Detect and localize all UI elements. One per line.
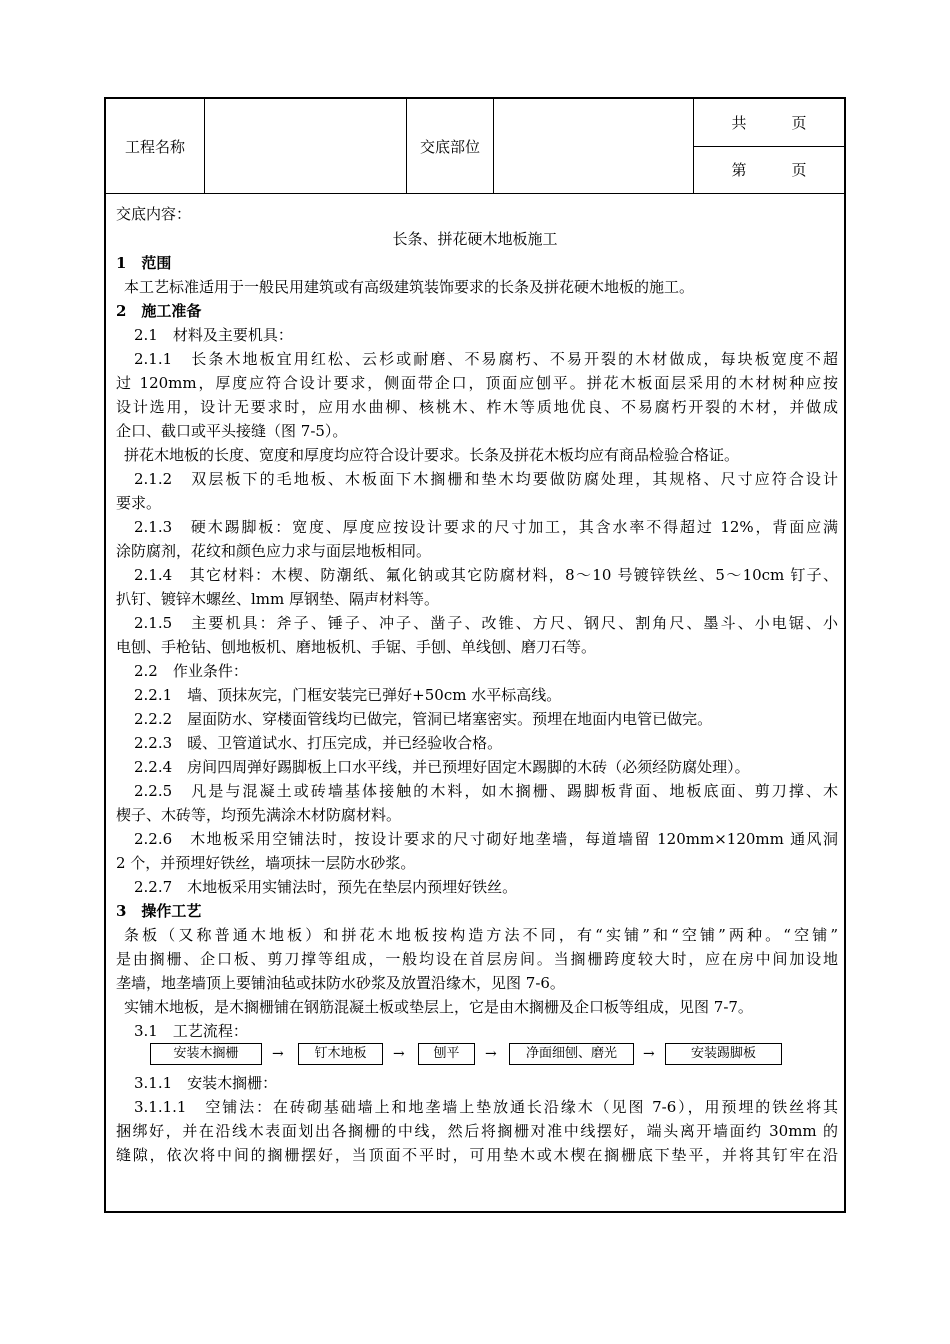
paragraph-line: 过 120mm，厚度应符合设计要求，侧面带企口，顶面应刨平。拼花木板面层采用的木材树种应按 xyxy=(116,374,838,392)
paragraph-line: 缝隙，依次将中间的搁栅摆好，当顶面不平时，可用垫木或木楔在搁栅底下垫平，并将其钉牢在沿 xyxy=(116,1146,838,1164)
flow-step: 刨平 xyxy=(418,1043,475,1065)
intro-label: 交底内容： xyxy=(116,205,192,223)
flow-arrow-icon: → xyxy=(643,1046,655,1062)
paragraph-line: 2.1.5 主要机具：斧子、锤子、冲子、凿子、改锥、方尺、钢尺、割角尺、墨斗、小电锯、小 xyxy=(134,614,838,632)
flow-step: 安装木搁栅 xyxy=(150,1043,262,1065)
project-name-label: 工程名称 xyxy=(106,99,205,193)
flow-arrow-icon: → xyxy=(485,1046,497,1062)
paragraph-line: 2.2.3 暖、卫管道试水、打压完成，并已经验收合格。 xyxy=(134,734,503,752)
paragraph-line: 设计选用，设计无要求时，应用水曲柳、核桃木、柞木等质地优良、不易腐朽开裂的木材，并做成 xyxy=(116,398,838,416)
paragraph-line: 电刨、手枪钻、刨地板机、磨地板机、手锯、手刨、单线刨、磨刀石等。 xyxy=(116,638,597,656)
flow-arrow-icon: → xyxy=(393,1046,405,1062)
paragraph-line: 2.1.1 长条木地板宜用红松、云杉或耐磨、不易腐朽、不易开裂的木材做成，每块板宽度不超 xyxy=(134,350,838,368)
header-table xyxy=(106,99,844,193)
paragraph-line: 2.2.6 木地板采用空铺法时，按设计要求的尺寸砌好地垄墙，每道墙留 120mm×120mm 通风洞 xyxy=(134,830,838,848)
flow-step: 钉木地板 xyxy=(298,1043,383,1065)
paragraph-line: 是由搁栅、企口板、剪刀撑等组成，一般均设在首层房间。当搁栅跨度较大时，应在房中间加设地 xyxy=(116,950,838,968)
paragraph-line: 捆绑好，并在沿线木表面划出各搁栅的中线，然后将搁栅对准中线摆好，端头离开墙面约 30mm 的 xyxy=(116,1122,838,1140)
paragraph-line: 2.1.2 双层板下的毛地板、木板面下木搁栅和垫木均要做防腐处理，其规格、尺寸应符合设计 xyxy=(134,470,838,488)
subsection-heading: 2.2 作业条件： xyxy=(134,662,248,680)
document-title: 长条、拼花硬木地板施工 xyxy=(392,230,558,248)
paragraph-line: 涂防腐剂，花纹和颜色应力求与面层地板相同。 xyxy=(116,542,432,560)
paragraph-line: 2.1.3 硬木踢脚板：宽度、厚度应按设计要求的尺寸加工，其含水率不得超过 12%，背面应满 xyxy=(134,518,838,536)
section-heading: 1 范围 xyxy=(116,254,172,272)
handover-part-label: 交底部位 xyxy=(407,99,494,193)
paragraph-line: 3.1.1.1 空铺法：在砖砌基础墙上和地垄墙上垫放通长沿缘木（见图 7-6），用预埋的铁丝将其 xyxy=(134,1098,838,1116)
page-number-label: 第 页 xyxy=(731,161,807,179)
handover-part-value[interactable] xyxy=(494,99,694,193)
paragraph-line: 实铺木地板，是木搁栅铺在钢筋混凝土板或垫层上，它是由木搁栅及企口板等组成，见图 7-7。 xyxy=(124,998,753,1016)
paragraph-line: 企口、截口或平头接缝（图 7-5）。 xyxy=(116,422,348,440)
subsection-heading: 2.1 材料及主要机具： xyxy=(134,326,293,344)
process-flow xyxy=(106,1043,844,1069)
paragraph-line: 拼花木地板的长度、宽度和厚度均应符合设计要求。长条及拼花木板均应有商品检验合格证。 xyxy=(124,446,740,464)
paragraph-line: 垄墙，地垄墙顶上要铺油毡或抹防水砂浆及放置沿缘木，见图 7-6。 xyxy=(116,974,565,992)
content-area xyxy=(106,193,844,1211)
paragraph-line: 2.2.4 房间四周弹好踢脚板上口水平线，并已预埋好固定木踢脚的木砖（必须经防腐处理）。 xyxy=(134,758,750,776)
paragraph-line: 扒钉、镀锌木螺丝、lmm 厚钢垫、隔声材料等。 xyxy=(116,590,440,608)
paragraph-line: 2.2.7 木地板采用实铺法时，预先在垫层内预埋好铁丝。 xyxy=(134,878,518,896)
paragraph-line: 楔子、木砖等，均预先满涂木材防腐材料。 xyxy=(116,806,402,824)
paragraph-line: 2.2.5 凡是与混凝土或砖墙基体接触的木料，如木搁栅、踢脚板背面、地板底面、剪刀撑、木 xyxy=(134,782,838,800)
section-heading: 2 施工准备 xyxy=(116,302,202,320)
paragraph-line: 本工艺标准适用于一般民用建筑或有高级建筑装饰要求的长条及拼花硬木地板的施工。 xyxy=(124,278,695,296)
section-heading: 3 操作工艺 xyxy=(116,902,202,920)
paragraph-line: 2.1.4 其它材料：木楔、防潮纸、氟化钠或其它防腐材料，8～10 号镀锌铁丝、5～10cm 钉子、 xyxy=(134,566,838,584)
flow-arrow-icon: → xyxy=(272,1046,284,1062)
project-name-value[interactable] xyxy=(205,99,407,193)
flow-step: 安装踢脚板 xyxy=(665,1043,782,1065)
subsection-heading: 3.1.1 安装木搁栅： xyxy=(134,1074,278,1092)
flow-step: 净面细刨、磨光 xyxy=(509,1043,634,1065)
handover-sheet xyxy=(104,97,846,1213)
paragraph-line: 2.2.2 屋面防水、穿楼面管线均已做完，管洞已堵塞密实。预埋在地面内电管已做完。 xyxy=(134,710,713,728)
paragraph-line: 2 个，并预埋好铁丝，墙项抹一层防水砂浆。 xyxy=(116,854,416,872)
subsection-heading: 3.1 工艺流程： xyxy=(134,1022,248,1040)
total-pages-label: 共 页 xyxy=(731,114,807,132)
paragraph-line: 2.2.1 墙、顶抹灰完，门框安装完已弹好+50cm 水平标高线。 xyxy=(134,686,562,704)
paragraph-line: 条板（又称普通木地板）和拼花木地板按构造方法不同，有“实铺”和“空铺”两种。“空铺” xyxy=(124,926,838,944)
paragraph-line: 要求。 xyxy=(116,494,162,512)
